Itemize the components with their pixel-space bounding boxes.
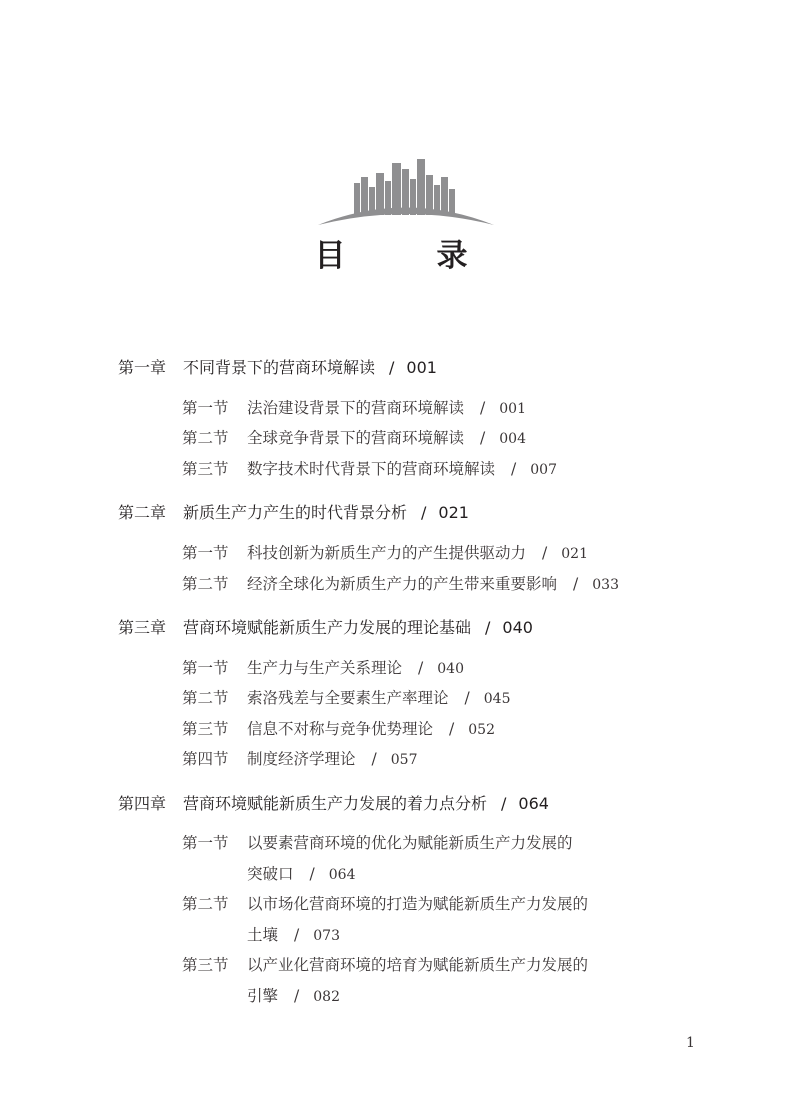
section-page: 045: [483, 691, 511, 707]
chapter-entry[interactable]: [118, 791, 549, 814]
chapter-entry[interactable]: [118, 615, 533, 638]
section-title: 全球竞争背景下的营商环境解读: [247, 429, 465, 447]
section-title: 索洛残差与全要素生产率理论: [247, 689, 449, 707]
section-number: 第三节: [182, 956, 229, 974]
separator: /: [501, 794, 507, 813]
section-title: 法治建设背景下的营商环境解读: [247, 399, 465, 417]
chapter-entry[interactable]: [118, 355, 437, 378]
section-entry[interactable]: [182, 717, 495, 739]
section-entry[interactable]: [182, 953, 588, 975]
separator: /: [309, 865, 315, 883]
separator: /: [421, 503, 427, 522]
section-number: 第三节: [182, 720, 229, 738]
section-page: 064: [328, 867, 356, 883]
section-number: 第四节: [182, 750, 229, 768]
section-page: 057: [390, 752, 418, 768]
chapter-title: 新质生产力产生的时代背景分析: [183, 503, 408, 522]
chapter-page: 040: [502, 618, 533, 637]
chapter-number: 第四章: [118, 794, 167, 813]
section-number: 第一节: [182, 834, 229, 852]
separator: /: [480, 399, 486, 417]
section-title: 以产业化营商环境的培育为赋能新质生产力发展的: [247, 956, 589, 974]
separator: /: [449, 720, 455, 738]
section-entry[interactable]: [182, 426, 526, 448]
section-page: 052: [468, 722, 495, 738]
chapter-title: 不同背景下的营商环境解读: [183, 358, 376, 377]
separator: /: [418, 659, 424, 677]
section-entry[interactable]: [182, 656, 464, 678]
section-title-continued: 引擎: [247, 987, 279, 1005]
section-entry[interactable]: [182, 457, 557, 479]
chapter-number: 第二章: [118, 503, 167, 522]
chapter-number: 第一章: [118, 358, 167, 377]
section-number: 第三节: [182, 460, 229, 478]
chapter-page: 064: [518, 794, 549, 813]
section-number: 第一节: [182, 399, 229, 417]
section-title-continued: 土壤: [247, 926, 279, 944]
section-page: 073: [313, 928, 340, 944]
chapter-number: 第三章: [118, 618, 167, 637]
section-entry[interactable]: [182, 541, 588, 563]
section-title: 信息不对称与竞争优势理论: [247, 720, 434, 738]
section-page: 040: [437, 661, 464, 677]
section-title: 制度经济学理论: [247, 750, 356, 768]
section-number: 第二节: [182, 575, 229, 593]
chapter-title: 营商环境赋能新质生产力发展的着力点分析: [183, 794, 488, 813]
separator: /: [511, 460, 517, 478]
section-number: 第二节: [182, 895, 229, 913]
section-entry[interactable]: [182, 831, 573, 853]
section-title: 以要素营商环境的优化为赋能新质生产力发展的: [247, 834, 573, 852]
section-title: 以市场化营商环境的打造为赋能新质生产力发展的: [247, 895, 589, 913]
section-title: 科技创新为新质生产力的产生提供驱动力: [247, 544, 527, 562]
section-entry-continuation[interactable]: [247, 984, 340, 1006]
section-entry-continuation[interactable]: [247, 862, 355, 884]
section-entry[interactable]: [182, 747, 417, 769]
section-page: 033: [592, 577, 619, 593]
chapter-entry[interactable]: [118, 500, 469, 523]
section-number: 第二节: [182, 429, 229, 447]
section-title: 经济全球化为新质生产力的产生带来重要影响: [247, 575, 558, 593]
separator: /: [464, 689, 470, 707]
separator: /: [294, 926, 300, 944]
section-entry[interactable]: [182, 396, 526, 418]
section-page: 001: [499, 401, 526, 417]
section-page: 007: [530, 462, 557, 478]
section-entry[interactable]: [182, 686, 510, 708]
section-page: 004: [499, 431, 526, 447]
separator: /: [371, 750, 377, 768]
section-page: 082: [313, 989, 340, 1005]
section-page: 021: [561, 546, 588, 562]
separator: /: [573, 575, 579, 593]
section-title-continued: 突破口: [247, 865, 294, 883]
section-title: 生产力与生产关系理论: [247, 659, 403, 677]
chapter-page: 021: [438, 503, 469, 522]
chapter-page: 001: [406, 358, 437, 377]
page-number: 1: [686, 1035, 695, 1051]
section-number: 第二节: [182, 689, 229, 707]
section-entry-continuation[interactable]: [247, 923, 340, 945]
separator: /: [294, 987, 300, 1005]
section-entry[interactable]: [182, 892, 588, 914]
section-number: 第一节: [182, 544, 229, 562]
separator: /: [480, 429, 486, 447]
page-title: 目 录: [314, 238, 498, 274]
chapter-title: 营商环境赋能新质生产力发展的理论基础: [183, 618, 472, 637]
section-number: 第一节: [182, 659, 229, 677]
separator: /: [389, 358, 395, 377]
separator: /: [485, 618, 491, 637]
separator: /: [542, 544, 548, 562]
section-title: 数字技术时代背景下的营商环境解读: [247, 460, 496, 478]
section-entry[interactable]: [182, 572, 619, 594]
